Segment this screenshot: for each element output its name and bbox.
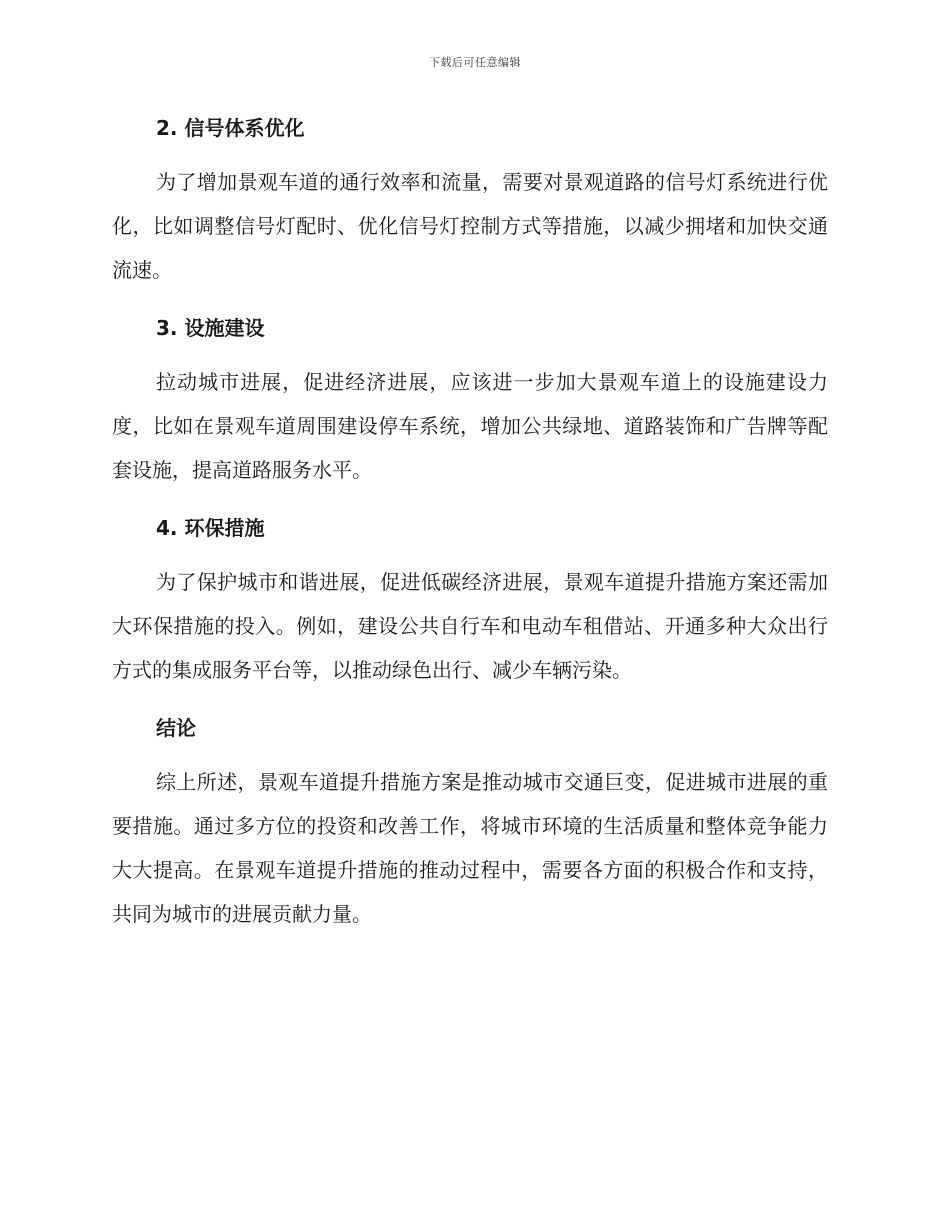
- section-heading: 3. 设施建设: [156, 316, 265, 340]
- document-body: [112, 108, 828, 952]
- section-heading: 2. 信号体系优化: [156, 116, 305, 140]
- section-facility-construction: [112, 308, 828, 492]
- section-paragraph: 为了增加景观车道的通行效率和流量，需要对景观道路的信号灯系统进行优化，比如调整信号灯配时、优化信号灯控制方式等措施，以减少拥堵和加快交通流速。: [112, 170, 828, 282]
- section-signal-optimization: [112, 108, 828, 292]
- section-paragraph: 为了保护城市和谐进展，促进低碳经济进展，景观车道提升措施方案还需加大环保措施的投入。例如，建设公共自行车和电动车租借站、开通多种大众出行方式的集成服务平台等，以推动绿色出行、减少车辆污染。: [112, 570, 828, 682]
- section-paragraph: 综上所述，景观车道提升措施方案是推动城市交通巨变，促进城市进展的重要措施。通过多方位的投资和改善工作，将城市环境的生活质量和整体竞争能力大大提高。在景观车道提升措施的推动过程中，需要各方面的积极合作和支持，共同为城市的进展贡献力量。: [112, 770, 828, 926]
- section-environmental-measures: [112, 508, 828, 692]
- section-heading: 4. 环保措施: [156, 516, 265, 540]
- section-heading: 结论: [156, 716, 196, 740]
- section-conclusion: [112, 708, 828, 936]
- header-note: 下载后可任意编辑: [429, 56, 521, 69]
- section-paragraph: 拉动城市进展，促进经济进展，应该进一步加大景观车道上的设施建设力度，比如在景观车道周围建设停车系统，增加公共绿地、道路装饰和广告牌等配套设施，提高道路服务水平。: [112, 370, 828, 482]
